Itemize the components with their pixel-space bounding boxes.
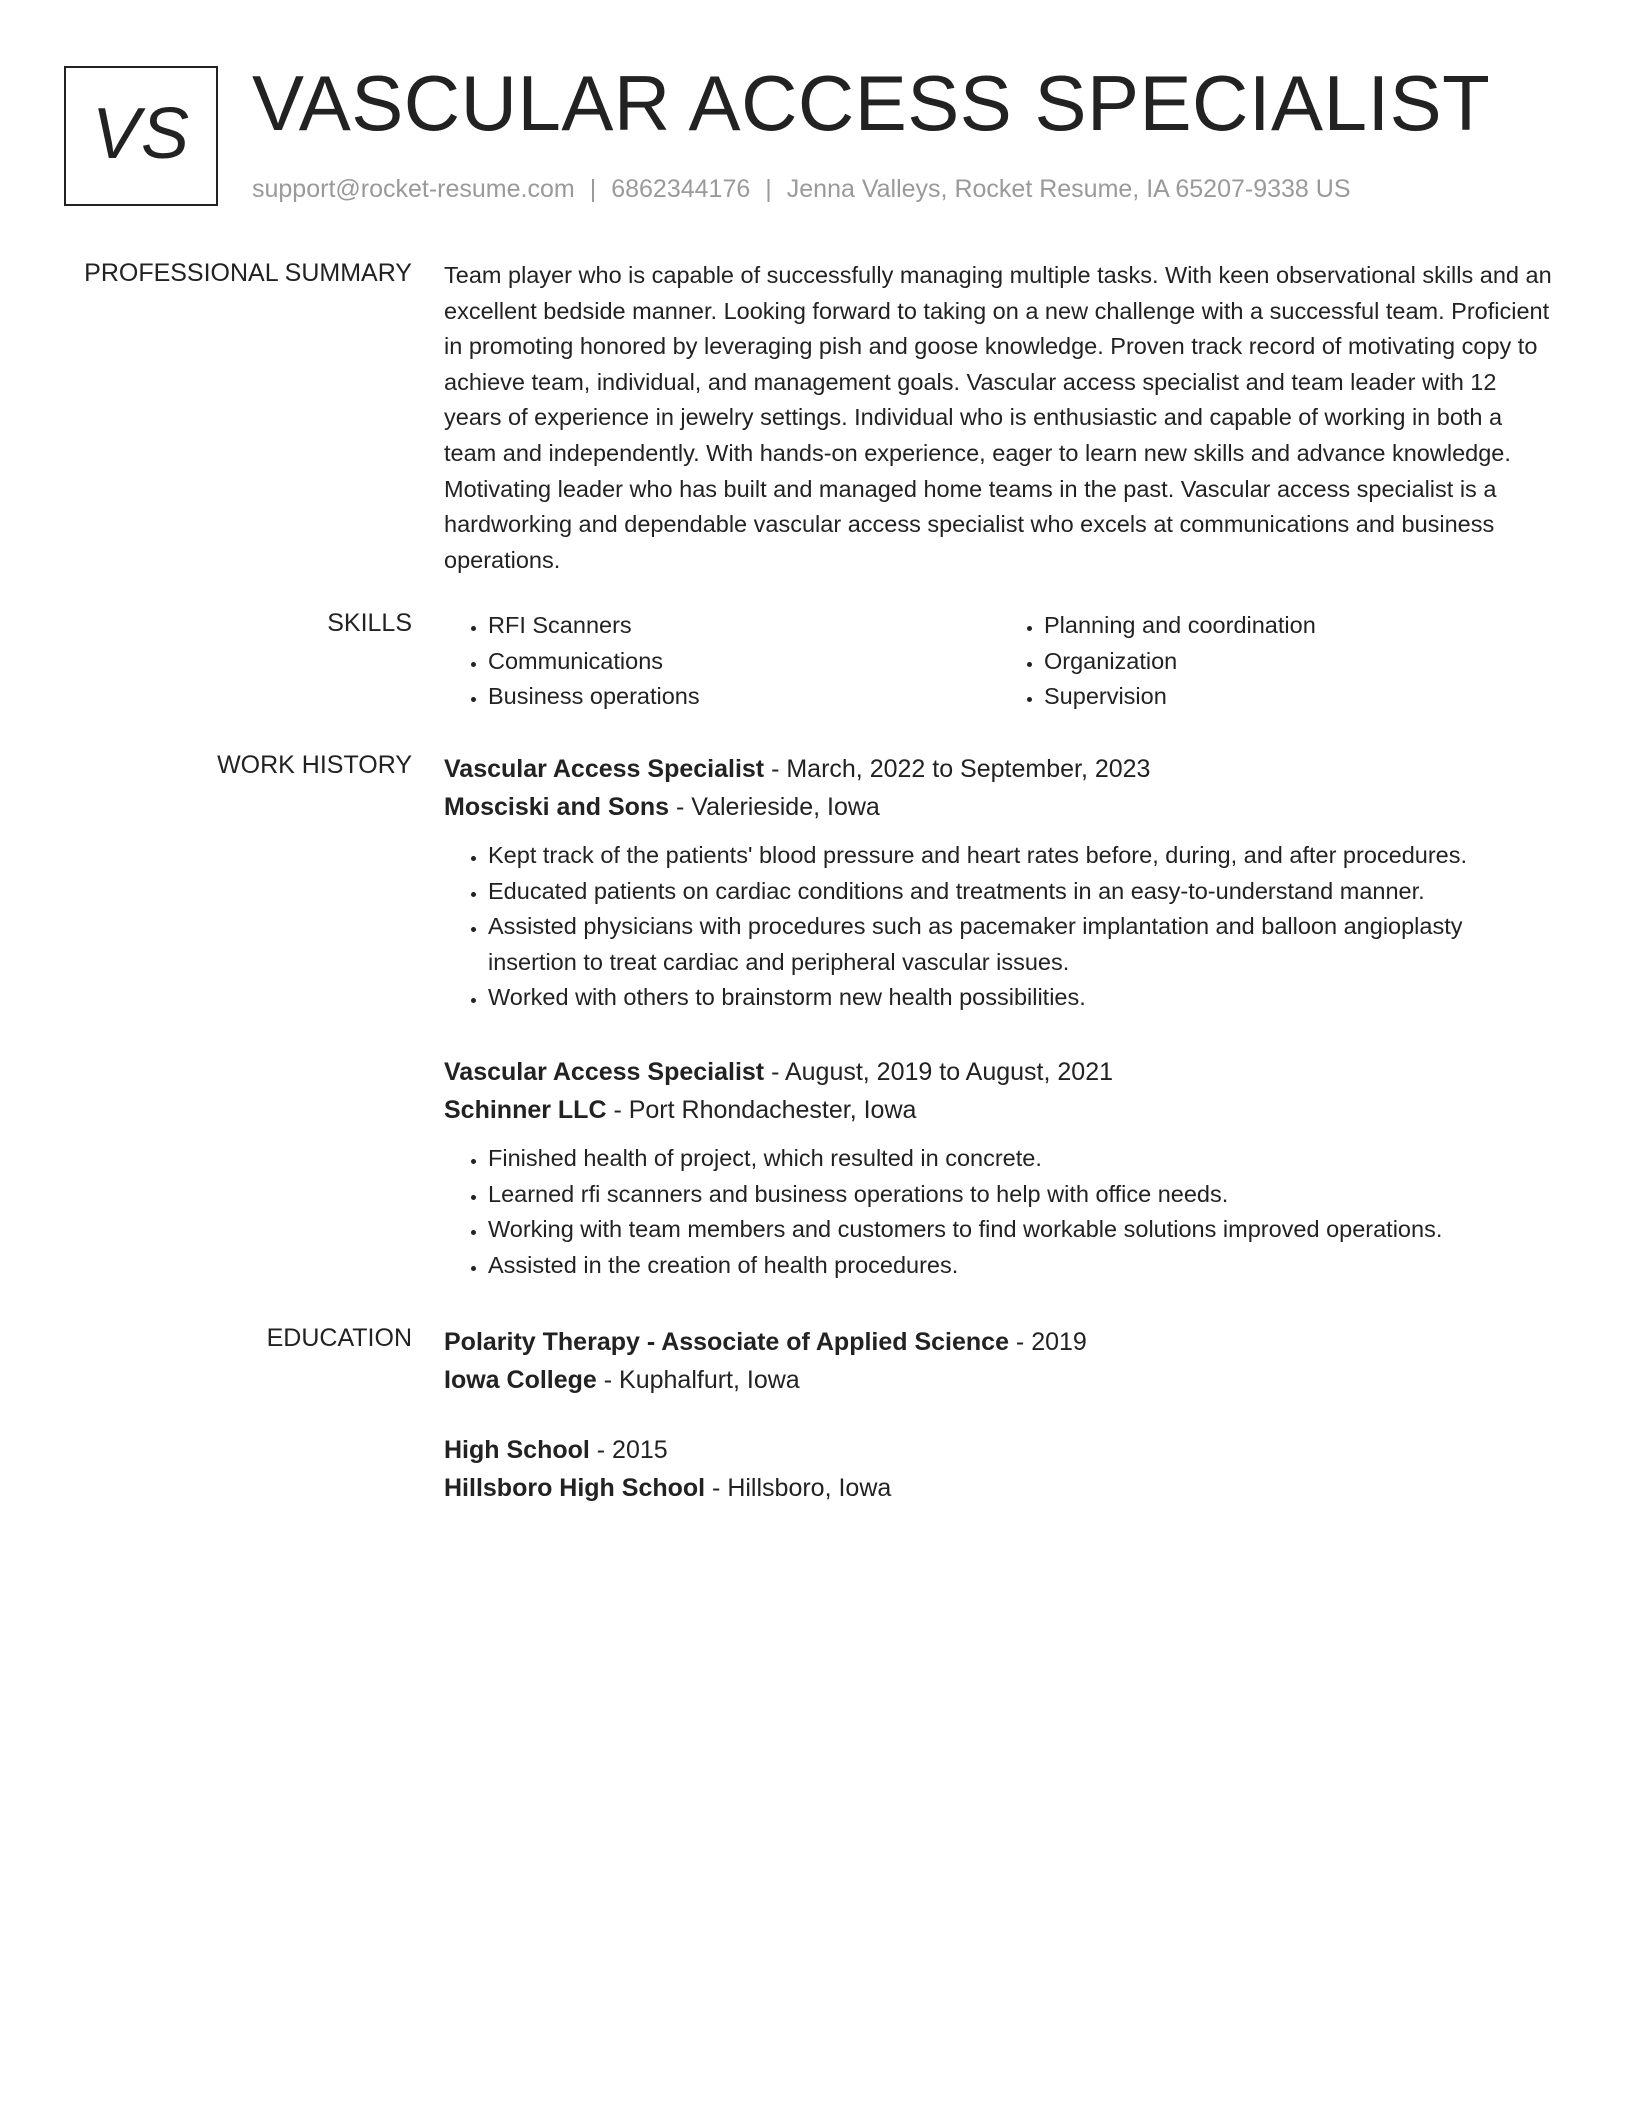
job-title: Vascular Access Specialist [444, 1058, 765, 1086]
education-school: Iowa College [444, 1366, 597, 1394]
skill-item: • RFI Scanners [488, 608, 1000, 644]
summary-body [444, 258, 1556, 578]
education-year: - 2015 [589, 1436, 668, 1464]
job-bullet: • Assisted in the creation of health procedures. [488, 1248, 1556, 1284]
job-bullet: • Worked with others to brainstorm new health possibilities. [488, 980, 1556, 1016]
education-body [444, 1323, 1556, 1507]
job-bullet: • Assisted physicians with procedures such as pacemaker implantation and balloon angioplasty insertion to treat cardiac and peripheral vascular issues. [488, 909, 1556, 980]
job-bullet: • Educated patients on cardiac conditions and treatments in an easy-to-understand manner. [488, 874, 1556, 910]
skill-item: • Organization [1044, 644, 1556, 680]
skills-list-right [1000, 608, 1556, 715]
monogram-logo [64, 66, 218, 206]
job-company: Mosciski and Sons [444, 793, 670, 821]
education-degree: High School [444, 1436, 590, 1464]
contact-separator: | [765, 175, 772, 203]
job-bullet: • Finished health of project, which resulted in concrete. [488, 1141, 1556, 1177]
skill-item: • Communications [488, 644, 1000, 680]
job-dates: - March, 2022 to September, 2023 [764, 755, 1151, 783]
job-company-line [444, 788, 1556, 826]
job-bullets [444, 838, 1556, 1016]
contact-separator: | [589, 175, 597, 203]
job-bullet: • Kept track of the patients' blood pressure and heart rates before, during, and after procedures. [488, 838, 1556, 874]
job-bullets [444, 1141, 1556, 1283]
skill-item: • Supervision [1044, 679, 1556, 715]
section-label-work: WORK HISTORY [217, 751, 412, 779]
job-title-line [444, 750, 1556, 788]
job-title: Vascular Access Specialist [444, 755, 765, 783]
education-school-line [444, 1361, 1556, 1399]
monogram-text: VS [91, 94, 191, 174]
skills-list-left [444, 608, 1000, 715]
education-entry [444, 1431, 1556, 1507]
work-body-continued [444, 1053, 1556, 1283]
work-body [444, 750, 1556, 1016]
summary-text: Team player who is capable of successfully managing multiple tasks. With keen observational skills and an excellent bedside manner. Looking forward to taking on a new challenge with a successful team. Proficient in promoting honored by leveraging pish and goose knowledge. Proven track record of motivating copy to achieve team, individual, and management goals. Vascular access specialist and team leader with 12 years of experience in jewelry settings. Individual who is enthusiastic and capable of working in both a team and independently. With hands-on experience, eager to learn new skills and advance knowledge. Motivating leader who has built and managed home teams in the past. Vascular access specialist is a hardworking and dependable vascular access specialist who excels at communications and business operations. [444, 262, 1552, 573]
contact-address: Jenna Valleys, Rocket Resume, IA 65207-9338 US [786, 175, 1351, 203]
job-entry [444, 1053, 1556, 1283]
job-location: - Port Rhondachester, Iowa [606, 1096, 917, 1124]
section-label-summary: PROFESSIONAL SUMMARY [84, 259, 412, 287]
contact-email[interactable]: support@rocket-resume.com [252, 175, 575, 203]
education-degree-line [444, 1323, 1556, 1361]
education-school-line [444, 1469, 1556, 1507]
section-label-skills: SKILLS [327, 609, 412, 637]
section-label-education: EDUCATION [266, 1324, 412, 1352]
job-title-line [444, 1053, 1556, 1091]
contact-phone[interactable]: 6862344176 [611, 175, 751, 203]
job-company: Schinner LLC [444, 1096, 607, 1124]
education-degree: Polarity Therapy - Associate of Applied Science [444, 1328, 1009, 1356]
job-entry [444, 750, 1556, 1016]
education-degree-line [444, 1431, 1556, 1469]
job-dates: - August, 2019 to August, 2021 [764, 1058, 1114, 1086]
job-bullet: • Learned rfi scanners and business operations to help with office needs. [488, 1177, 1556, 1213]
education-location: - Hillsboro, Iowa [705, 1474, 892, 1502]
job-location: - Valerieside, Iowa [669, 793, 880, 821]
education-spacer [444, 1399, 1556, 1431]
skill-item: • Business operations [488, 679, 1000, 715]
contact-line [252, 174, 1351, 204]
education-entry [444, 1323, 1556, 1399]
education-year: - 2019 [1008, 1328, 1087, 1356]
skill-item: • Planning and coordination [1044, 608, 1556, 644]
job-bullet: • Working with team members and customers to find workable solutions improved operations. [488, 1212, 1556, 1248]
resume-title: VASCULAR ACCESS SPECIALIST [252, 59, 1491, 147]
job-company-line [444, 1091, 1556, 1129]
skills-body [444, 608, 1556, 715]
education-location: - Kuphalfurt, Iowa [596, 1366, 800, 1394]
education-school: Hillsboro High School [444, 1474, 706, 1502]
